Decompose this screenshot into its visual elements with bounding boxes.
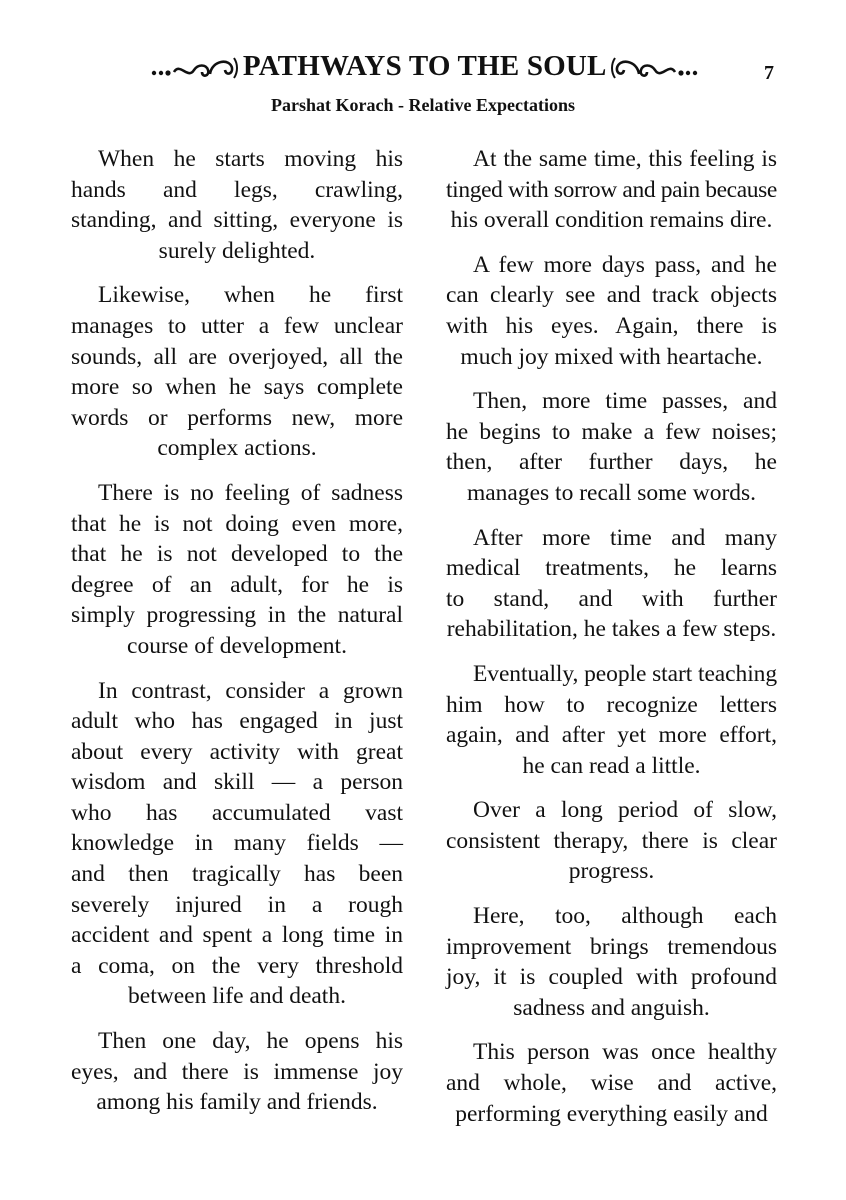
paragraph — [446, 659, 777, 781]
text-line: Then, more time passes, and — [473, 388, 777, 415]
text-line: Likewise, when he first — [98, 282, 403, 309]
text-line: that he is not developed to the — [71, 541, 403, 568]
text-line: can clearly see and track objects — [446, 282, 777, 309]
text-line: joy, it is coupled with profound — [446, 964, 777, 991]
paragraph — [71, 676, 403, 1013]
text-line: he can read a little. — [522, 752, 701, 779]
text-line: him how to recognize letters — [446, 691, 777, 718]
text-line: improvement brings tremendous — [446, 933, 777, 960]
paragraph — [71, 280, 403, 464]
paragraph — [71, 478, 403, 662]
text-line: consistent therapy, there is clear — [446, 827, 777, 854]
text-line: At the same time, this feeling is — [473, 146, 777, 172]
text-line: again, and after yet more effort, — [446, 722, 777, 749]
ornament-right-icon — [611, 53, 699, 78]
publication-title: PATHWAYS TO THE SOUL — [242, 50, 607, 82]
paragraph — [446, 250, 777, 372]
text-line: manages to recall some words. — [466, 479, 757, 506]
text-line: performing everything easily and — [455, 1100, 768, 1127]
text-line: who has accumulated vast — [71, 799, 403, 826]
text-line: complex actions. — [157, 435, 317, 462]
text-line: medical treatments, he learns — [446, 555, 777, 582]
text-line: knowledge in many fields — — [71, 830, 403, 857]
text-line: Here, too, although each — [473, 903, 777, 930]
text-line: standing, and sitting, everyone is — [71, 207, 403, 234]
paragraph — [446, 523, 777, 645]
text-line: eyes, and there is immense joy — [71, 1058, 403, 1085]
paragraph — [71, 1026, 403, 1118]
left-column — [71, 144, 403, 1132]
text-line: about every activity with great — [71, 738, 403, 765]
text-line: adult who has engaged in just — [71, 708, 403, 735]
text-line: and whole, wise and active, — [446, 1070, 777, 1097]
text-line: Then one day, he opens his — [98, 1028, 403, 1055]
text-line: Eventually, people start teaching — [473, 660, 777, 687]
text-line: among his family and friends. — [96, 1089, 378, 1116]
text-line: words or performs new, more — [71, 404, 403, 431]
text-line: between life and death. — [128, 983, 346, 1010]
paragraph — [446, 386, 777, 508]
text-line: hands and legs, crawling, — [71, 176, 403, 203]
text-line: When he starts moving his — [98, 146, 403, 172]
text-line: he begins to make a few noises; — [446, 418, 777, 445]
text-line: wisdom and skill — a person — [71, 769, 403, 796]
text-line: that he is not doing even more, — [71, 510, 403, 537]
text-line: and then tragically has been — [71, 861, 403, 888]
paragraph — [446, 1037, 777, 1129]
page-number: 7 — [764, 62, 774, 84]
text-line: a coma, on the very threshold — [71, 952, 403, 979]
text-line: to stand, and with further — [446, 585, 777, 612]
text-line: Over a long period of slow, — [473, 797, 777, 824]
text-line: his overall condition remains dire. — [450, 207, 773, 234]
text-line: After more time and many — [473, 524, 777, 551]
paragraph — [446, 795, 777, 887]
text-line: sadness and anguish. — [513, 994, 710, 1021]
paragraph — [446, 144, 777, 236]
text-line: course of development. — [127, 632, 347, 659]
paragraph — [446, 901, 777, 1023]
text-line: sounds, all are overjoyed, all the — [71, 343, 403, 370]
paragraph — [71, 144, 403, 266]
text-line: tinged with sorrow and pain because — [446, 176, 777, 203]
text-line: progress. — [568, 858, 655, 885]
text-line: In contrast, consider a grown — [98, 677, 403, 704]
text-line: A few more days pass, and he — [473, 251, 777, 278]
text-line: simply progressing in the natural — [71, 602, 403, 629]
text-line: rehabilitation, he takes a few steps. — [446, 616, 777, 643]
chapter-subtitle: Parshat Korach - Relative Expectations — [271, 95, 575, 115]
text-line: This person was once healthy — [473, 1039, 777, 1066]
running-header — [0, 50, 846, 90]
text-line: degree of an adult, for he is — [71, 571, 403, 598]
text-line: with his eyes. Again, there is — [446, 312, 777, 339]
text-line: more so when he says complete — [71, 374, 403, 401]
text-line: manages to utter a few unclear — [71, 312, 403, 339]
ornament-left-icon — [150, 53, 243, 78]
right-column — [446, 144, 777, 1143]
text-line: then, after further days, he — [446, 449, 777, 476]
text-line: accident and spent a long time in — [71, 922, 403, 949]
header-title-group — [132, 50, 717, 83]
text-line: much joy mixed with heartache. — [460, 343, 763, 370]
text-line: There is no feeling of sadness — [98, 479, 403, 506]
text-line: surely delighted. — [158, 237, 316, 264]
text-line: severely injured in a rough — [71, 891, 403, 918]
